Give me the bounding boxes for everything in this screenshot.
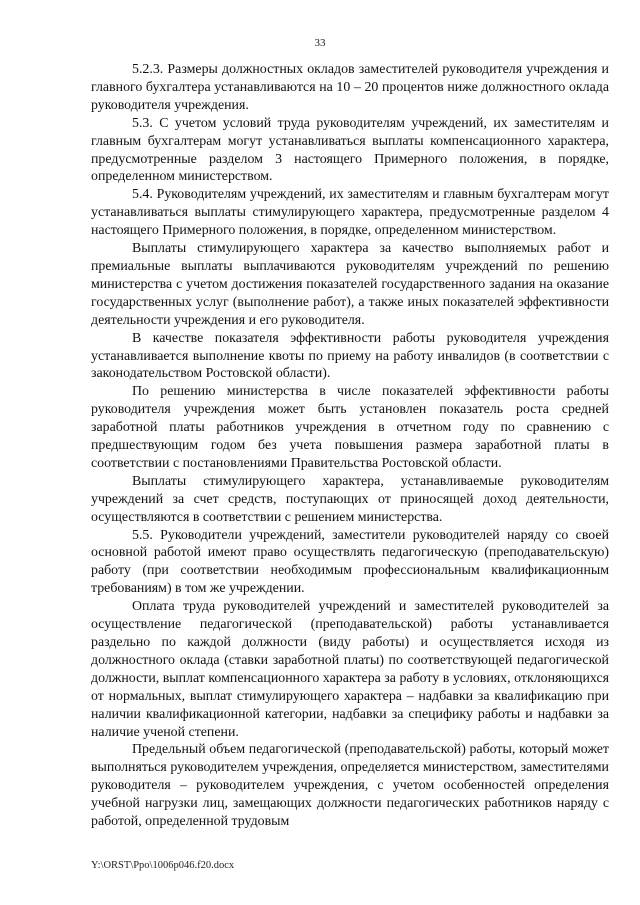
paragraph-5-2-3: 5.2.3. Размеры должностных окладов заместителей руководителя учреждения и главного бухгалтера устанавливаются на 10 – 20 процентов ниже должностного оклада руководителя учреждения. [91,62,609,113]
paragraph-disability-quota: В качестве показателя эффективности работы руководителя учреждения устанавливается выполнение квоты по приему на работу инвалидов (в соответствии с законодательством Ростовской области). [91,330,609,382]
paragraph-incentive-payments: Выплаты стимулирующего характера за качество выполняемых работ и премиальные выплаты выплачиваются руководителям учреждений по решению министерства с учетом достижения показателей государственного задания на оказание государственных услуг (выполнение работ), а также иных показателей эффективности деятельности учреждения и его руководителя. [91,241,609,328]
paragraph-salary-growth: По решению министерства в числе показателей эффективности работы руководителя учреждения может быть установлен показатель роста средней заработной платы работников учреждения в отчетном году по сравнению с предшествующим годом без учета повышения размера заработной платы в соответствии с постановлениями Правительства Ростовской области. [91,384,609,471]
paragraph-income-activity: Выплаты стимулирующего характера, устанавливаемые руководителям учреждений за счет средств, поступающих от приносящей доход деятельности, осуществляются в соответствии с решением министерства. [91,473,609,525]
paragraph-5-5: 5.5. Руководители учреждений, заместители руководителей наряду со своей основной работой имеют право осуществлять педагогическую (преподавательскую) работу (при соответствии необходимым профессиональным квалификационным требованиям) в том же учреждении. [91,527,609,597]
document-body [91,61,609,831]
footer-file-path: Y:\ORST\Ppo\1006p046.f20.docx [91,860,235,871]
paragraph-teaching-pay: Оплата труда руководителей учреждений и заместителей руководителей за осуществление педагогической (преподавательской) работы устанавливается раздельно по каждой должности (виду работы) и осуществляется исходя из должностного оклада (ставки заработной платы) по соответствующей педагогической должности, выплат компенсационного характера за работу в условиях, отклоняющихся от нормальных, выплат стимулирующего характера – надбавки за квалификацию при наличии квалификационной категории, надбавки за специфику работы и надбавки за наличие ученой степени. [91,599,609,740]
page-number: 33 [314,37,326,49]
paragraph-teaching-limit: Предельный объем педагогической (преподавательской) работы, который может выполняться руководителем учреждения, определяется министерством, заместителями руководителя – руководителем учреждения, с учетом особенностей определения учебной нагрузки лиц, замещающих должности педагогических работников наряду с работой, определенной трудовым [91,742,609,830]
paragraph-5-3: 5.3. С учетом условий труда руководителям учреждений, их заместителям и главным бухгалтерам могут устанавливаться выплаты компенсационного характера, предусмотренные разделом 3 настоящего Примерного положения, в порядке, определенном министерством. [91,115,609,185]
paragraph-5-4: 5.4. Руководителям учреждений, их заместителям и главным бухгалтерам могут устанавливаться выплаты стимулирующего характера, предусмотренные разделом 4 настоящего Примерного положения, в порядке, определенном министерством. [91,187,609,239]
